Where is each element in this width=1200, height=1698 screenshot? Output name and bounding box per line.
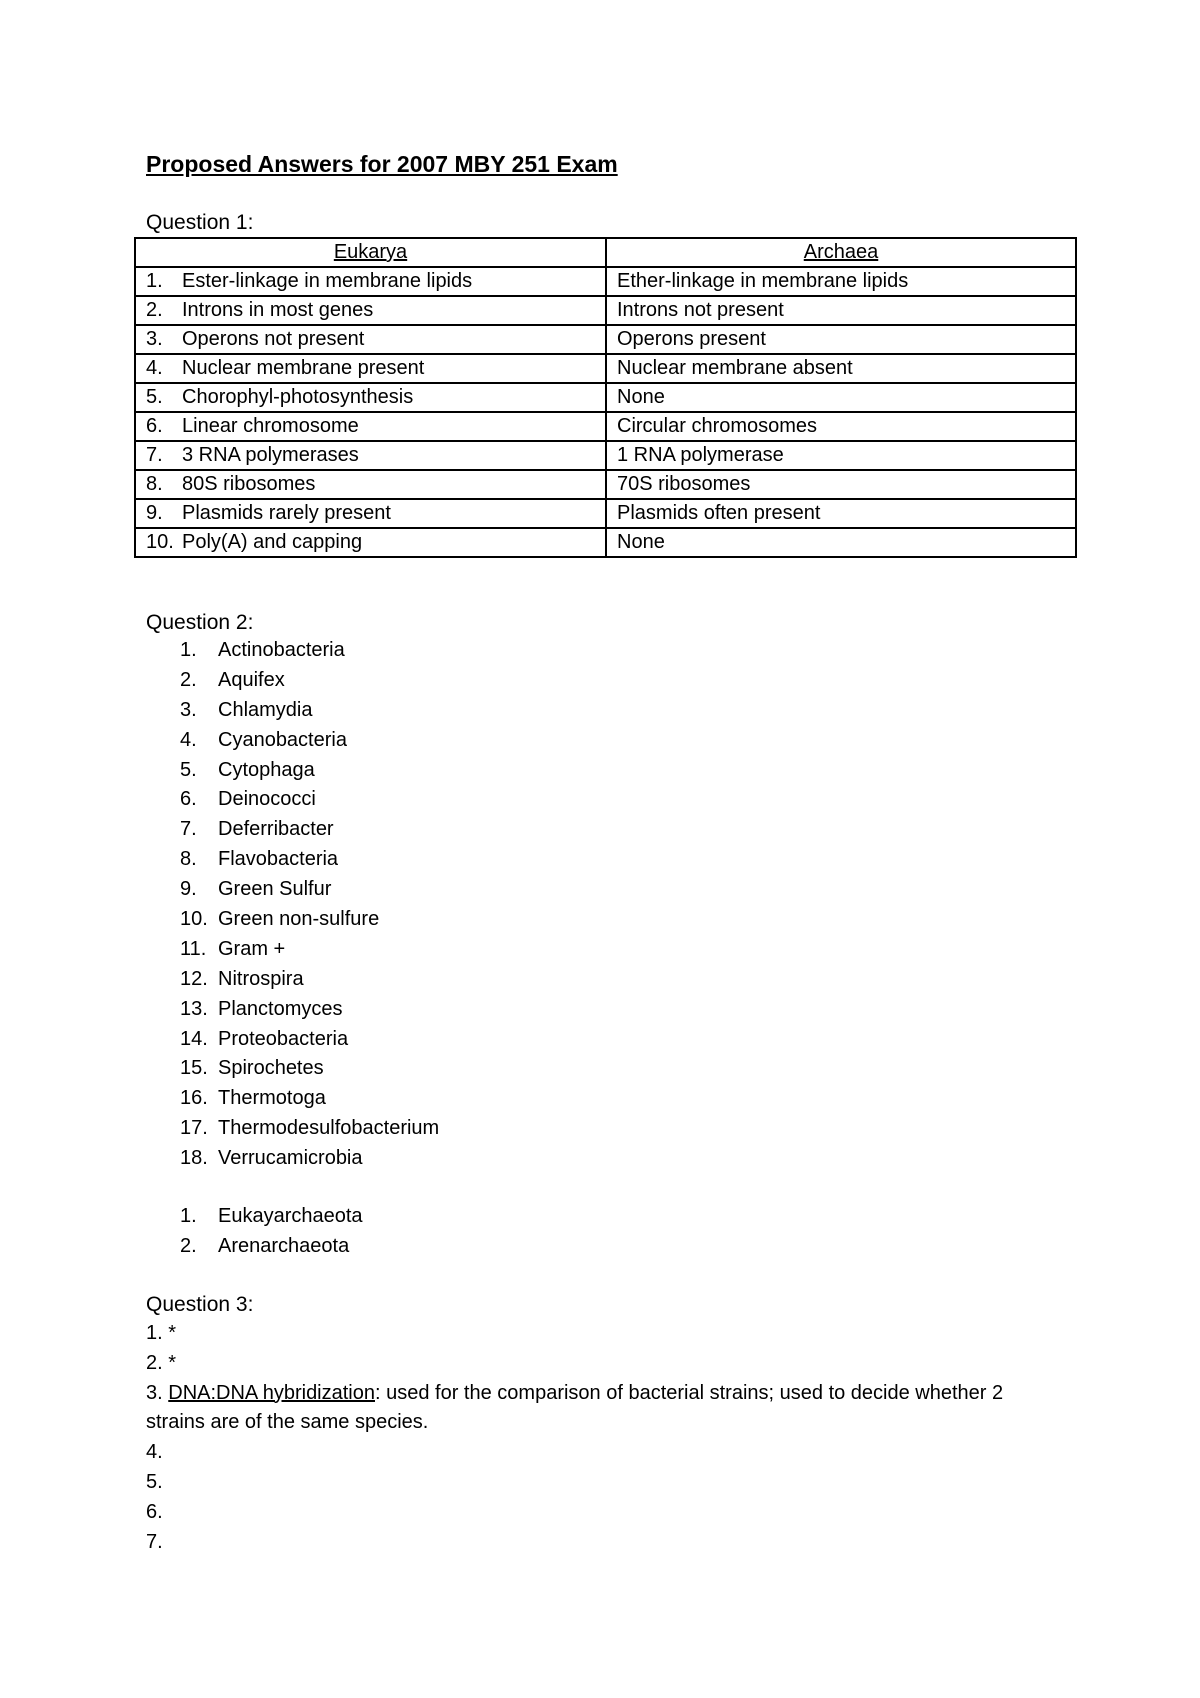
answer-line: 6. <box>146 1500 163 1523</box>
item-text: Eukayarchaeota <box>218 1205 363 1227</box>
item-number: 16. <box>180 1087 208 1110</box>
item-text: Flavobacteria <box>218 848 339 871</box>
list-item <box>180 1025 439 1055</box>
column-header-archaea: Archaea <box>606 238 1076 267</box>
eukarya-cell <box>135 325 606 354</box>
eukarya-cell <box>135 528 606 557</box>
column-header-eukarya: Eukarya <box>135 238 606 267</box>
table-row <box>135 354 1076 383</box>
row-number: 7. <box>146 444 163 466</box>
eukarya-cell <box>135 412 606 441</box>
item-number: 10. <box>180 908 208 931</box>
eukarya-cell <box>135 470 606 499</box>
archaea-cell: Circular chromosomes <box>606 412 1076 441</box>
table-row <box>135 528 1076 557</box>
answer-line <box>146 1379 1046 1439</box>
item-number: 12. <box>180 967 208 990</box>
answer-line: 1. * <box>146 1322 177 1344</box>
table-row <box>135 325 1076 354</box>
table-header-row <box>135 238 1076 267</box>
item-text: Deferribacter <box>218 818 334 841</box>
row-number: 10. <box>146 531 174 553</box>
table-row <box>135 441 1076 470</box>
item-text: Arenarchaeota <box>218 1234 350 1257</box>
archaea-cell: Operons present <box>606 325 1076 354</box>
list-item <box>180 995 439 1025</box>
item-number: 11. <box>180 937 207 960</box>
eukarya-cell <box>135 383 606 412</box>
list-item <box>180 785 439 815</box>
table-row <box>135 499 1076 528</box>
item-text: Green Sulfur <box>218 878 332 901</box>
list-item <box>180 965 439 995</box>
archaea-cell: Nuclear membrane absent <box>606 354 1076 383</box>
archaea-cell: 1 RNA polymerase <box>606 441 1076 470</box>
answer-line: 4. <box>146 1441 163 1464</box>
eukarya-text: Plasmids rarely present <box>182 502 391 524</box>
item-number: 6. <box>180 788 197 811</box>
item-number: 9. <box>180 878 197 901</box>
eukarya-text: Linear chromosome <box>182 415 359 437</box>
item-number: 15. <box>180 1057 208 1080</box>
eukarya-cell <box>135 354 606 383</box>
eukarya-text: 80S ribosomes <box>182 473 316 495</box>
item-number: 18. <box>180 1147 208 1170</box>
item-number: 1. <box>180 1205 197 1227</box>
question-3-heading: Question 3: <box>146 1293 254 1316</box>
item-number: 2. <box>180 668 197 691</box>
archaea-list <box>180 1202 363 1262</box>
table-row <box>135 267 1076 296</box>
answer-number: 3. <box>146 1381 169 1404</box>
item-text: Cyanobacteria <box>218 728 347 751</box>
item-text: Actinobacteria <box>218 639 345 661</box>
archaea-cell: 70S ribosomes <box>606 470 1076 499</box>
row-number: 1. <box>146 270 163 292</box>
item-number: 5. <box>180 758 197 781</box>
eukarya-cell <box>135 441 606 470</box>
table-row <box>135 470 1076 499</box>
row-number: 4. <box>146 357 163 379</box>
item-number: 7. <box>180 818 197 841</box>
list-item <box>180 1144 439 1174</box>
list-item <box>180 1232 363 1262</box>
item-text: Aquifex <box>218 668 285 691</box>
row-number: 9. <box>146 502 163 524</box>
eukarya-text: 3 RNA polymerases <box>182 444 359 466</box>
answer-line: 5. <box>146 1470 163 1493</box>
eukarya-text: Introns in most genes <box>182 299 374 321</box>
list-item <box>180 666 439 696</box>
item-text: Verrucamicrobia <box>218 1147 363 1170</box>
item-text: Green non-sulfure <box>218 908 380 931</box>
item-text: Nitrospira <box>218 967 304 990</box>
eukarya-archaea-table <box>134 237 1077 558</box>
row-number: 3. <box>146 328 163 350</box>
row-number: 5. <box>146 386 163 408</box>
item-number: 14. <box>180 1027 208 1050</box>
item-text: Proteobacteria <box>218 1027 349 1050</box>
list-item <box>180 726 439 756</box>
archaea-cell: None <box>606 383 1076 412</box>
document-title: Proposed Answers for 2007 MBY 251 Exam <box>146 151 618 177</box>
eukarya-text: Operons not present <box>182 328 365 350</box>
question-3-answers <box>146 1319 1046 1557</box>
list-item <box>180 1202 363 1232</box>
table-row <box>135 296 1076 325</box>
archaea-cell: Plasmids often present <box>606 499 1076 528</box>
eukarya-text: Nuclear membrane present <box>182 357 425 379</box>
item-text: Gram + <box>218 937 286 960</box>
item-text: Thermotoga <box>218 1087 326 1110</box>
item-text: Cytophaga <box>218 758 315 781</box>
list-item <box>180 1114 439 1144</box>
item-text: Chlamydia <box>218 698 313 721</box>
table-row <box>135 412 1076 441</box>
item-text: Deinococci <box>218 788 316 811</box>
list-item <box>180 815 439 845</box>
table-row <box>135 383 1076 412</box>
eukarya-cell <box>135 267 606 296</box>
list-item <box>180 696 439 726</box>
row-number: 8. <box>146 473 163 495</box>
list-item <box>180 875 439 905</box>
archaea-cell: None <box>606 528 1076 557</box>
archaea-cell: Ether-linkage in membrane lipids <box>606 267 1076 296</box>
eukarya-cell <box>135 499 606 528</box>
item-number: 2. <box>180 1234 197 1257</box>
list-item <box>180 636 439 666</box>
answer-text: : used for the comparison of bacterial strains; used to decide whether 2 strains are of the same species. <box>146 1381 1004 1434</box>
item-number: 1. <box>180 639 197 661</box>
item-text: Spirochetes <box>218 1057 324 1080</box>
eukarya-text: Chorophyl-photosynthesis <box>182 386 414 408</box>
answer-line: 7. <box>146 1530 163 1553</box>
list-item <box>180 1084 439 1114</box>
eukarya-text: Ester-linkage in membrane lipids <box>182 270 473 292</box>
item-number: 8. <box>180 848 197 871</box>
list-item <box>180 756 439 786</box>
bacteria-list <box>180 636 439 1174</box>
item-number: 3. <box>180 698 197 721</box>
list-item <box>180 935 439 965</box>
question-2-heading: Question 2: <box>146 611 254 634</box>
row-number: 2. <box>146 299 163 321</box>
question-1-heading: Question 1: <box>146 211 254 234</box>
item-number: 17. <box>180 1117 208 1140</box>
list-item <box>180 845 439 875</box>
row-number: 6. <box>146 415 163 437</box>
answer-term: DNA:DNA hybridization <box>168 1381 375 1404</box>
eukarya-text: Poly(A) and capping <box>182 531 363 553</box>
eukarya-cell <box>135 296 606 325</box>
archaea-cell: Introns not present <box>606 296 1076 325</box>
item-text: Thermodesulfobacterium <box>218 1117 440 1140</box>
answer-line: 2. * <box>146 1351 177 1374</box>
item-text: Planctomyces <box>218 997 343 1020</box>
list-item <box>180 1054 439 1084</box>
item-number: 4. <box>180 728 197 751</box>
item-number: 13. <box>180 997 208 1020</box>
list-item <box>180 905 439 935</box>
